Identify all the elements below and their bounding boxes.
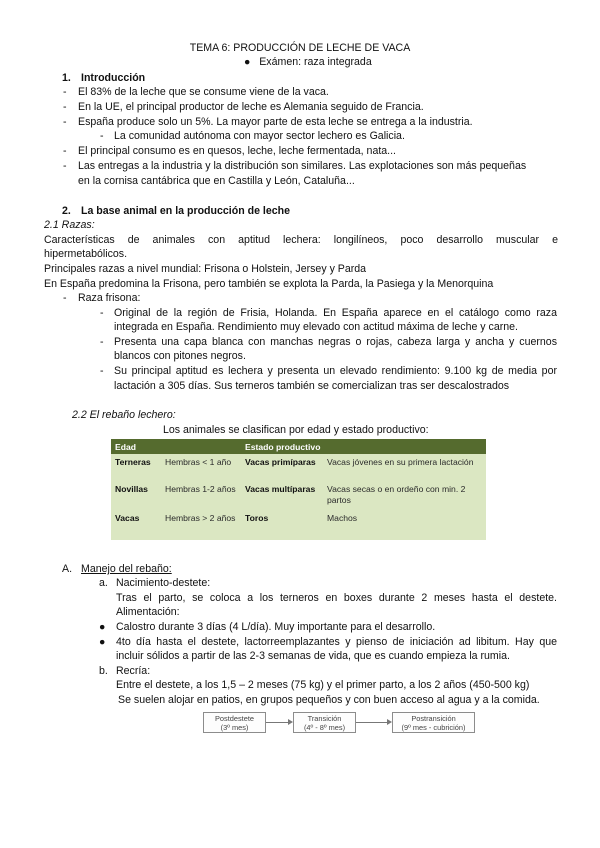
bullet-dash: - — [63, 292, 67, 304]
raza-frisona-label: Raza frisona: — [78, 292, 141, 304]
list-item: lactación a 305 días. Sus terneros también se comercializan tras ser descalostrados — [114, 380, 510, 392]
paragraph-line: Se suelen alojar en patios, en grupos pequeños y con buen acceso al agua y a la comida. — [118, 694, 540, 706]
paragraph-line: Entre el destete, a los 1,5 – 2 meses (75 kg) y el primer parto, a los 2 años (450-500 kg) — [116, 679, 530, 691]
list-item: Calostro durante 3 días (4 L/día). Muy importante para el desarrollo. — [116, 621, 436, 633]
bullet-dash: - — [100, 365, 104, 377]
table-cell: Machos — [323, 510, 486, 540]
paragraph-line: Alimentación: — [116, 606, 180, 618]
flow-step-postdestete — [203, 712, 266, 733]
flow-step-range: (9º mes - cubrición) — [401, 723, 466, 732]
exam-note: ● Exámen: raza integrada — [244, 56, 372, 68]
manejo-label: A. — [62, 563, 73, 575]
table-cell: Toros — [241, 510, 323, 540]
bullet-dot: ● — [99, 621, 106, 633]
flow-step-range: (4º - 8º mes) — [303, 723, 346, 732]
table-row — [111, 454, 486, 481]
table-cell: Vacas secas o en ordeño con min. 2 partos — [323, 481, 486, 510]
recria-title: Recría: — [116, 665, 151, 677]
flow-step-range: (3º mes) — [220, 723, 249, 732]
flow-step-postransicion — [392, 712, 475, 733]
table-cell: Vacas primíparas — [241, 454, 323, 481]
section1-number: 1. — [62, 72, 71, 84]
classification-table — [111, 439, 486, 540]
table-cell: Terneras — [111, 454, 161, 481]
table-cell: Vacas jóvenes en su primera lactación — [323, 454, 486, 481]
bullet-dash: - — [63, 101, 67, 113]
bullet-dash: - — [63, 145, 67, 157]
bullet-dash: - — [63, 116, 67, 128]
table-cell: Hembras 1-2 años — [161, 481, 241, 510]
item-label-a: a. — [99, 577, 108, 589]
flow-step-transicion — [293, 712, 356, 733]
list-item: La comunidad autónoma con mayor sector lechero es Galicia. — [114, 130, 405, 142]
bullet-dash: - — [100, 307, 104, 319]
flow-step-name: Postransición — [411, 714, 456, 723]
list-item: España produce solo un 5%. La mayor parte de esta leche se entrega a la industria. — [78, 116, 473, 128]
flow-arrow — [266, 722, 290, 723]
list-item: en la cornisa cantábrica que en Castilla y León, Cataluña... — [78, 175, 355, 187]
table-cell: Hembras > 2 años — [161, 510, 241, 540]
paragraph-line: Características de animales con aptitud lechera: longilíneos, poco desarrollo muscular e — [44, 234, 558, 246]
table-cell: Hembras < 1 año — [161, 454, 241, 481]
table-header-estado: Estado productivo — [241, 439, 486, 454]
list-item: El principal consumo es en quesos, leche, leche fermentada, nata... — [78, 145, 396, 157]
manejo-heading: Manejo del rebaño: — [81, 563, 172, 575]
table-intro: Los animales se clasifican por edad y estado productivo: — [163, 424, 429, 436]
bullet-dash: - — [100, 130, 104, 142]
paragraph-line: En España predomina la Frisona, pero también se explota la Parda, la Pasiega y la Menorquina — [44, 278, 494, 290]
table-header-edad: Edad — [111, 439, 241, 454]
section1-heading: Introducción — [81, 72, 146, 84]
list-item: Presenta una capa blanca con manchas negras o rojas, cabeza larga y ancha y cuernos — [114, 336, 557, 348]
exam-note-text: Exámen: raza integrada — [259, 56, 372, 68]
list-item: Original de la región de Frisia, Holanda. En España aparece en el catálogo como raza — [114, 307, 557, 319]
flow-step-name: Transición — [307, 714, 342, 723]
list-item: incluir sólidos a partir de las 2-3 semanas de vida, que es cuando empieza la rumia. — [116, 650, 510, 662]
flow-step-name: Postdestete — [214, 714, 255, 723]
page-title: TEMA 6: PRODUCCIÓN DE LECHE DE VACA — [189, 42, 411, 54]
table-row — [111, 510, 486, 540]
table-row — [111, 481, 486, 510]
table-cell: Novillas — [111, 481, 161, 510]
section2-number: 2. — [62, 205, 71, 217]
list-item: Las entregas a la industria y la distribución son similares. Las explotaciones son más pequeñas — [78, 160, 527, 172]
paragraph-line: hipermetabólicos. — [44, 248, 128, 260]
subsection-rebano: 2.2 El rebaño lechero: — [72, 409, 176, 421]
table-cell: Vacas — [111, 510, 161, 540]
list-item: integrada en España. Rendimiento muy elevado con actitud máxima de leche y carne. — [114, 321, 518, 333]
item-label-b: b. — [99, 665, 108, 677]
subsection-razas: 2.1 Razas: — [44, 219, 95, 231]
bullet-dash: - — [63, 160, 67, 172]
nacimiento-destete-title: Nacimiento-destete: — [116, 577, 211, 589]
bullet-dash: - — [100, 336, 104, 348]
list-item: blancos con pitones negros. — [114, 350, 246, 362]
list-item: Su principal aptitud es lechera y presenta un elevado rendimiento: 9.100 kg de media por — [114, 365, 557, 377]
flow-arrow — [356, 722, 388, 723]
paragraph-line: Principales razas a nivel mundial: Frisona o Holstein, Jersey y Parda — [44, 263, 367, 275]
list-item: En la UE, el principal productor de leche es Alemania seguido de Francia. — [78, 101, 424, 113]
list-item: 4to día hasta el destete, lactorreemplazantes y pienso de iniciación ad libitum. Hay que — [116, 636, 557, 648]
section2-heading: La base animal en la producción de leche — [81, 205, 290, 217]
paragraph-line: Tras el parto, se coloca a los terneros en boxes durante 2 meses hasta el destete. — [116, 592, 557, 604]
bullet-dot: ● — [99, 636, 106, 648]
bullet-dash: - — [63, 86, 67, 98]
list-item: El 83% de la leche que se consume viene de la vaca. — [78, 86, 329, 98]
table-cell: Vacas multíparas — [241, 481, 323, 510]
